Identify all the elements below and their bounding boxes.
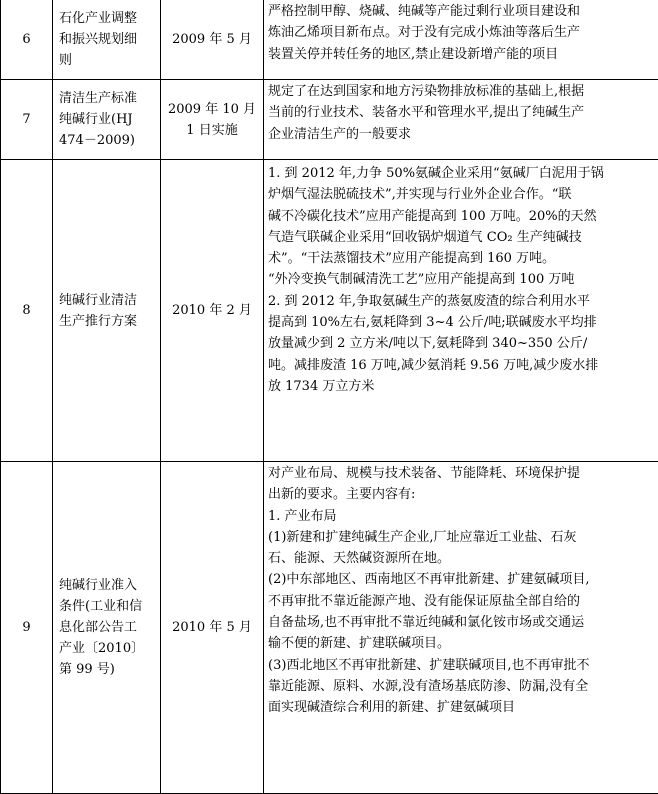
policy-name-line: 和振兴规划细 xyxy=(59,29,160,50)
policy-content xyxy=(264,0,658,80)
policy-name-line: 石化产业调整 xyxy=(59,8,160,29)
content-line: 装置关停并转任务的地区,禁止建设新增产能的项目 xyxy=(268,44,654,65)
policy-name-line: 生产推行方案 xyxy=(59,311,160,332)
content-line: 碱不冷碳化技术”应用产能提高到 100 万吨。20%的天然 xyxy=(268,206,654,227)
table-row xyxy=(1,160,658,462)
content-line: 输不便的新建、扩建联碱项目。 xyxy=(268,633,654,654)
policy-name-line: 第 99 号) xyxy=(59,659,160,680)
issue-date-line: 2009 年 5 月 xyxy=(161,29,263,50)
issue-date xyxy=(161,160,264,462)
content-line: 面实现碱渣综合利用的新建、扩建氨碱项目 xyxy=(268,697,654,718)
policy-content xyxy=(264,80,658,160)
issue-date xyxy=(161,462,264,794)
content-line: 自备盐场,也不再审批不靠近纯碱和氯化铵市场或交通运 xyxy=(268,612,654,633)
policy-name-line: 纯碱行业清洁 xyxy=(59,290,160,311)
content-line: 1. 到 2012 年,力争 50%氨碱企业采用“氨碱厂白泥用于锅 xyxy=(268,163,654,184)
policy-content xyxy=(264,160,658,462)
policy-name xyxy=(53,160,161,462)
content-line: (1)新建和扩建纯碱生产企业,厂址应靠近工业盐、石灰 xyxy=(268,527,654,548)
policy-name-line: 条件(工业和信 xyxy=(59,596,160,617)
policy-name xyxy=(53,80,161,160)
content-line: 规定了在达到国家和地方污染物排放标准的基础上,根据 xyxy=(268,81,654,102)
row-number: 6 xyxy=(1,0,53,80)
policy-name-line: 产业〔2010〕 xyxy=(59,638,160,659)
content-line: 吨。减排废渣 16 万吨,减少氨消耗 9.56 万吨,减少废水排 xyxy=(268,355,654,376)
content-line: 放 1734 万立方米 xyxy=(268,376,654,397)
content-line: 气造气联碱企业采用“回收锅炉烟道气 CO₂ 生产纯碱技 xyxy=(268,227,654,248)
content-line: “外冷变换气制碱清洗工艺”应用产能提高到 100 万吨 xyxy=(268,269,654,290)
policy-content xyxy=(264,462,658,794)
content-line: 2. 到 2012 年,争取氨碱生产的蒸氨废渣的综合利用水平 xyxy=(268,291,654,312)
table-row xyxy=(1,0,658,80)
issue-date-line: 2009 年 10 月 xyxy=(161,99,263,120)
policy-name-line: 纯碱行业(HJ xyxy=(59,109,160,130)
policy-name-line: 息化部公告工 xyxy=(59,617,160,638)
content-line: 对产业布局、规模与技术装备、节能降耗、环境保护提 xyxy=(268,463,654,484)
policy-name-line: 清洁生产标准 xyxy=(59,88,160,109)
row-number: 7 xyxy=(1,80,53,160)
content-line: 炼油乙烯项目新布点。对于没有完成小炼油等落后生产 xyxy=(268,22,654,43)
policy-name-line: 474－2009) xyxy=(59,130,160,151)
table-row xyxy=(1,80,658,160)
content-line: 提高到 10%左右,氨耗降到 3~4 公斤/吨;联碱废水平均排 xyxy=(268,312,654,333)
content-line: 石、能源、天然碱资源所在地。 xyxy=(268,548,654,569)
content-line: (3)西北地区不再审批新建、扩建联碱项目,也不再审批不 xyxy=(268,655,654,676)
content-line: 靠近能源、原料、水源,没有渣场基底防渗、防漏,没有全 xyxy=(268,676,654,697)
issue-date-line: 2010 年 5 月 xyxy=(161,617,263,638)
content-line: 出新的要求。主要内容有: xyxy=(268,484,654,505)
content-line: 不再审批不靠近能源产地、没有能保证原盐全部自给的 xyxy=(268,591,654,612)
policy-name xyxy=(53,462,161,794)
content-line: 术”。“干法蒸馏技术”应用产能提高到 160 万吨。 xyxy=(268,248,654,269)
content-line: 放量减少到 2 立方米/吨以下,氨耗降到 340~350 公斤/ xyxy=(268,333,654,354)
content-line: 1. 产业布局 xyxy=(268,506,654,527)
policy-name-line: 纯碱行业准入 xyxy=(59,575,160,596)
row-number: 8 xyxy=(1,160,53,462)
content-line: 炉烟气湿法脱硫技术”,并实现与行业外企业合作。“联 xyxy=(268,184,654,205)
content-line: (2)中东部地区、西南地区不再审批新建、扩建氨碱项目, xyxy=(268,569,654,590)
policy-name xyxy=(53,0,161,80)
content-line: 企业清洁生产的一般要求 xyxy=(268,124,654,145)
content-line: 当前的行业技术、装备水平和管理水平,提出了纯碱生产 xyxy=(268,102,654,123)
issue-date xyxy=(161,80,264,160)
row-number: 9 xyxy=(1,462,53,794)
policy-name-line: 则 xyxy=(59,50,160,71)
table-row xyxy=(1,462,658,794)
issue-date xyxy=(161,0,264,80)
issue-date-line: 1 日实施 xyxy=(161,120,263,141)
issue-date-line: 2010 年 2 月 xyxy=(161,300,263,321)
content-line: 严格控制甲醇、烧碱、纯碱等产能过剩行业项目建设和 xyxy=(268,1,654,22)
